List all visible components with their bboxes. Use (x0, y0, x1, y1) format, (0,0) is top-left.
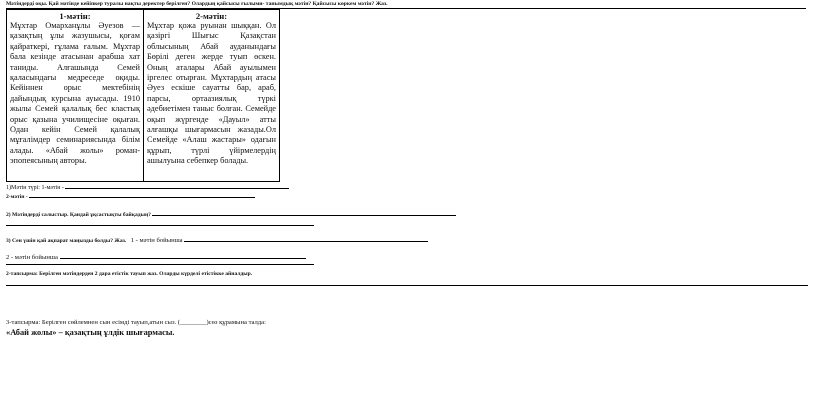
text2-body: Мұхтар қожа руынан шыққан. Ол қазіргі Шығыс Қазақстан облысының Абай ауданындағы Бөрілі деген жерде туып өскен. Оның аталары Абай ауылымен іргелес отырған. Мұхтардың атасы Әуез ескіше сауатты бар, араб, парсы, ортаазиялық түркі әдебиетімен таныс болған. Семейде оқып жүргенде «Дауыл» атты алғашқы шығармасын жазады.Ол Семейде «Алаш жастары» одағын құрып, түрлі үйірмелердің ашылуына себепкер болады. (147, 21, 276, 166)
question-1-second-label: 2-мәтін - (6, 194, 28, 200)
answer-line-task2[interactable] (6, 285, 808, 286)
question-3-text1-label: 1 - мәтін бойынша (130, 237, 183, 244)
question-1-label: 1)Мәтін түрі: 1-мәтін - (6, 185, 64, 191)
answer-line-1a[interactable] (65, 183, 289, 189)
text1-title: 1-мәтін: (59, 11, 91, 21)
answer-line-3a[interactable] (184, 236, 428, 242)
texts-table (6, 9, 280, 182)
text2-title: 2-мәтін: (195, 11, 228, 21)
answer-line-2a[interactable] (152, 210, 456, 216)
question-3-label: 3) Сен үшін қай ақпарат маңызды болды? Жаз. (6, 238, 127, 244)
question-2-label: 2) Мәтіндерді салыстыр. Қандай ұқсастықты байқадың? (6, 212, 151, 218)
question-1-row (6, 183, 289, 192)
question-2-row (6, 210, 456, 219)
text1-body: Мұхтар Омарханұлы Әуезов — қазақтың ұлы жазушысы, қоғам қайраткері, ғұлама ғалым. Мұхтар бала кезінде атасынан арабша хат таниды. Алғашында Семей қаласындағы медреседе оқиды. Кейіннен орыс мектебінің дайындық курсына ауысады. 1910 жылы Семей қалалық бес кластық орыс қазына училищесіне оқыған. Одан кейін Семей қалалық мұғалімдер семинариясында білім алады. «Абай жолы» роман-эпопеясының авторы. (10, 21, 140, 166)
task-3-sentence: «Абай жолы» – қазақтың ұлдік шығармасы. (6, 328, 175, 337)
question-1-second-row (6, 192, 255, 201)
task-3-label: 3-тапсырма: Берілген сөйлемнен сын есімді тауып,атын сыз. (________)сөз құрамына талда: (6, 319, 266, 326)
answer-line-2b[interactable] (6, 225, 314, 226)
question-3-row (6, 236, 428, 245)
text1-column (7, 10, 143, 181)
question-3-second-row (6, 253, 306, 261)
task-2-label: 2-тапсырма: Берілген мәтіндерден 2 дара етістік тауып жаз. Оларды күрделі етістікке айналдыр. (6, 271, 253, 277)
answer-line-3c[interactable] (6, 264, 314, 265)
instruction-header: Мәтіндерді оқы. Қай мәтінде кейіпкер туралы нақты деректер берілген? Олардың қайсысы ғылыми- танымдық мәтін? Қайсысы көркем мәтін? Жаз. (6, 1, 806, 9)
text2-column (143, 10, 279, 181)
answer-line-1b[interactable] (29, 192, 255, 198)
question-3-text2-label: 2 - мәтін бойынша (6, 254, 58, 261)
answer-line-3b[interactable] (60, 253, 306, 259)
